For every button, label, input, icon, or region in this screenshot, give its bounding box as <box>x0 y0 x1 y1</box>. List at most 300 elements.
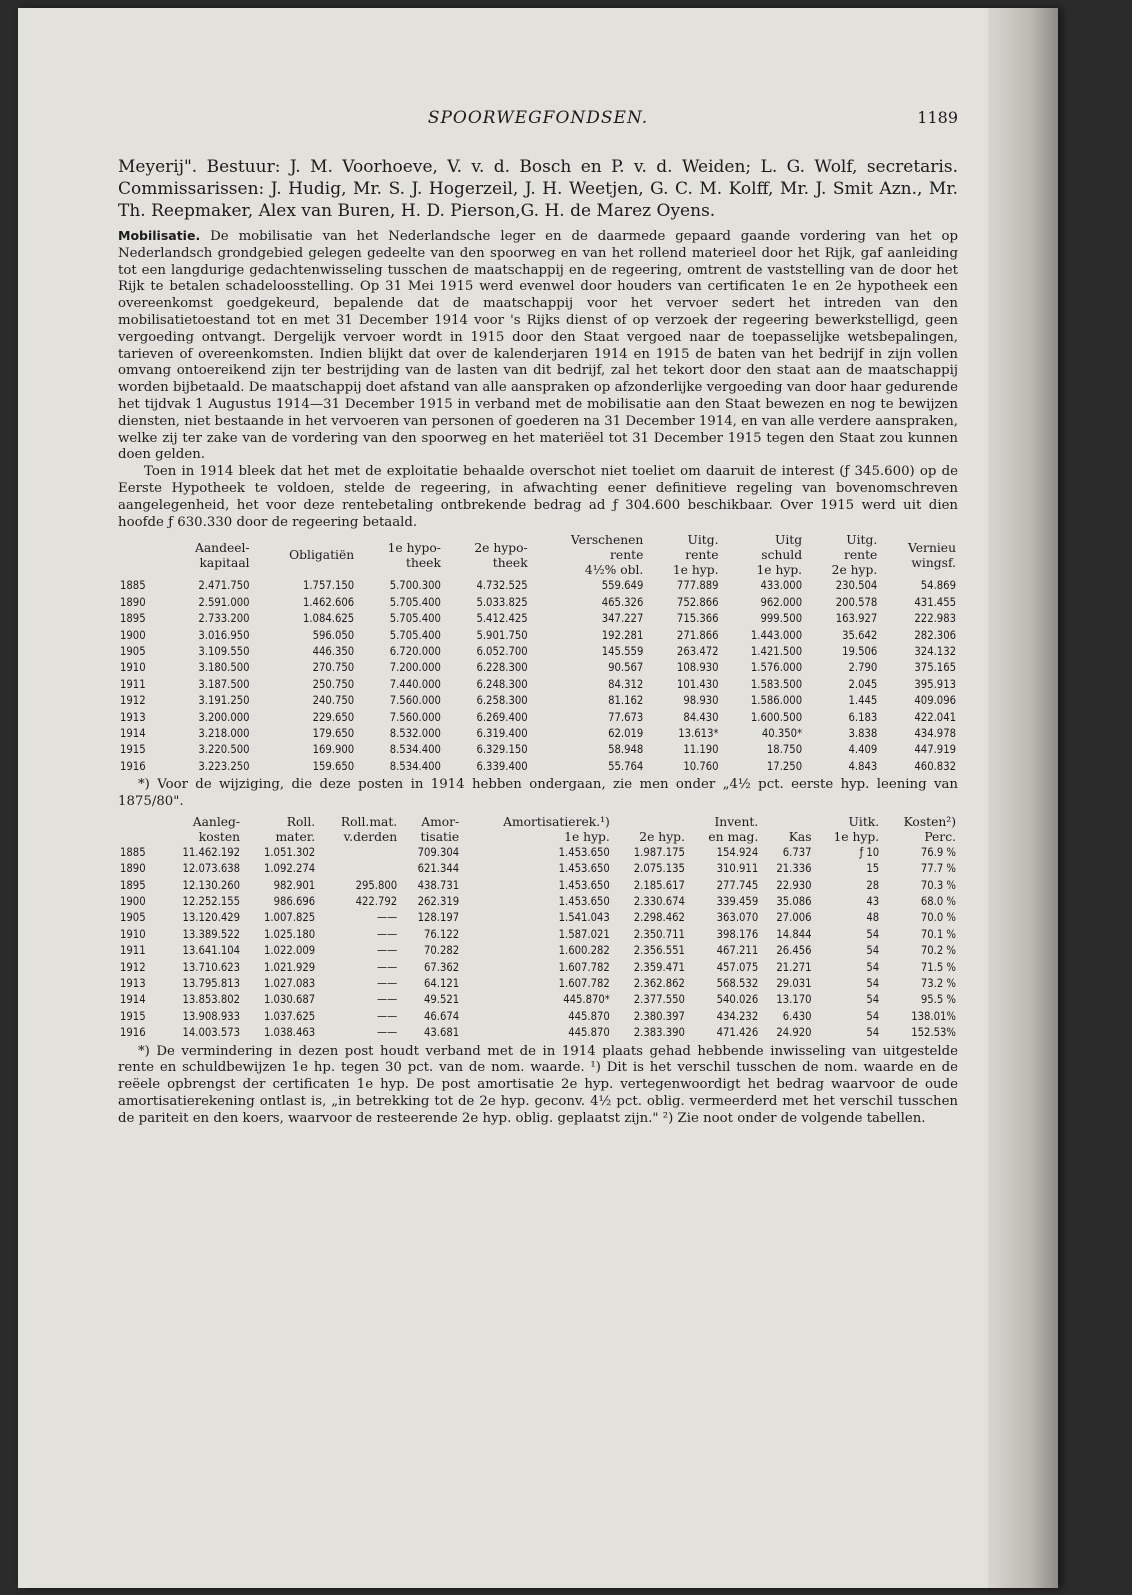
table-cell: 12.252.155 <box>182 895 241 909</box>
table-cell: 27.006 <box>776 911 812 925</box>
table-cell: —— <box>377 911 398 925</box>
table-cell: 71.5 % <box>920 960 956 974</box>
table-cell: 422.041 <box>914 710 956 724</box>
table-cell: 375.165 <box>914 661 956 675</box>
table-cell: 1.757.150 <box>302 579 355 593</box>
table-cell: —— <box>377 944 398 958</box>
table-cell: 2.350.711 <box>633 927 685 941</box>
table-cell: 5.700.300 <box>389 579 441 593</box>
table-cell: 70.282 <box>423 944 460 958</box>
column-header: Verschenen rente 4½% obl. <box>570 533 644 578</box>
table-cell: 1.600.500 <box>750 710 803 724</box>
table-cell: 17.250 <box>766 759 803 773</box>
column-header: Vernieu wingsf. <box>908 540 956 570</box>
table-row <box>118 759 958 775</box>
table-cell: 154.924 <box>716 845 759 859</box>
table-cell: 282.306 <box>914 628 956 642</box>
table-cell: 14.844 <box>776 927 812 941</box>
table-cell: 1.037.625 <box>263 1009 316 1023</box>
table-cell: 2.330.674 <box>633 895 685 909</box>
table-header-row <box>118 533 958 578</box>
table-cell: 152.53% <box>911 1026 956 1040</box>
table-cell: 250.750 <box>312 677 355 691</box>
column-header <box>118 815 158 845</box>
table-cell: 84.430 <box>683 710 719 724</box>
table-cell: 13.641.104 <box>182 944 241 958</box>
table-cell: 438.731 <box>417 878 460 892</box>
table-row <box>118 660 958 676</box>
table-cell: 13.120.429 <box>182 911 241 925</box>
table-cell: 54 <box>866 1026 880 1040</box>
table-cell: 26.456 <box>776 944 812 958</box>
table-cell: 35.086 <box>776 895 812 909</box>
table-cell: 2.298.462 <box>633 911 685 925</box>
table-cell: 14.003.573 <box>182 1026 241 1040</box>
table-cell: 54.869 <box>920 579 956 593</box>
table-cell: 15 <box>866 862 880 876</box>
table-cell: 4.409 <box>848 743 878 757</box>
table-cell: 10.760 <box>683 759 719 773</box>
table-cell: 2.790 <box>848 661 878 675</box>
table-cell: 3.223.250 <box>198 759 250 773</box>
table-cell: 70.1 % <box>920 927 956 941</box>
year-cell: 1885 <box>120 579 146 593</box>
table-row <box>118 845 958 861</box>
column-header <box>118 533 163 578</box>
table-cell: 3.180.500 <box>198 661 250 675</box>
table-cell: 1.021.929 <box>263 960 316 974</box>
table-cell: 73.2 % <box>920 977 956 991</box>
table-cell: 2.075.135 <box>633 862 685 876</box>
table-row <box>118 726 958 742</box>
table-cell: 76.122 <box>423 927 460 941</box>
table-cell: 540.026 <box>716 993 759 1007</box>
table-cell: 77.673 <box>608 710 644 724</box>
table-cell: 777.889 <box>676 579 719 593</box>
table-cell: 4.732.525 <box>476 579 528 593</box>
table-cell: 8.534.400 <box>389 743 441 757</box>
table-cell: 3.218.000 <box>198 727 250 740</box>
table-cell: 3.187.500 <box>198 677 250 691</box>
table-cell: 295.800 <box>355 878 398 892</box>
table-cell: 6.228.300 <box>476 661 528 675</box>
table-cell: 5.705.400 <box>389 595 441 609</box>
table-row <box>118 644 958 660</box>
year-cell: 1910 <box>120 927 146 941</box>
table-cell: 715.366 <box>676 612 719 626</box>
column-header: Roll. mater. <box>275 814 316 844</box>
table-cell: 434.978 <box>914 727 956 740</box>
board-paragraph: Meyerij". Bestuur: J. M. Voorhoeve, V. v. d. Bosch en P. v. d. Weiden; L. G. Wolf, secretaris. Commissarissen: J. Hudig, Mr. S. J. Hogerzeil, J. H. Weetjen, G. C. M. Kolff, Mr. J. Smit Azn., Mr. Th. Reepmaker, Alex van Buren, H. D. Pierson,G. H. de Marez Oyens. <box>118 157 958 221</box>
column-header: Uitg. rente 1e hyp. <box>672 533 719 578</box>
table-cell: 347.227 <box>601 612 644 626</box>
table-row <box>118 742 958 758</box>
table-cell: 67.362 <box>423 960 460 974</box>
year-cell: 1915 <box>120 743 146 757</box>
table-cell: 6.269.400 <box>476 710 528 724</box>
table-cell: 596.050 <box>312 628 355 642</box>
table-cell: 159.650 <box>312 759 355 773</box>
table-cell: 1.421.500 <box>750 644 803 658</box>
table-cell: 999.500 <box>760 612 803 626</box>
table-row <box>118 1025 958 1041</box>
table-cell: 1.541.043 <box>558 911 610 925</box>
table-cell: 12.130.260 <box>182 878 241 892</box>
table-cell: 222.983 <box>914 612 956 626</box>
page-number: 1189 <box>917 108 958 127</box>
table-cell: 2.383.390 <box>633 1026 685 1040</box>
table-cell: 310.911 <box>716 862 759 876</box>
table-cell: 3.191.250 <box>198 694 250 708</box>
table-cell: 200.578 <box>835 595 878 609</box>
table-cell: 6.248.300 <box>476 677 528 691</box>
table-cell: 43.681 <box>423 1026 460 1040</box>
column-header: Uitk. 1e hyp. <box>833 814 880 844</box>
page-content <box>118 108 958 1132</box>
column-header: 2e hyp. <box>639 829 685 844</box>
table-row <box>118 861 958 877</box>
table-cell: 1.445 <box>848 694 878 708</box>
column-header: Roll.mat. v.derden <box>340 814 398 844</box>
table-cell: 40.350* <box>761 727 803 740</box>
table-cell: 2.377.550 <box>633 993 685 1007</box>
table-row <box>118 628 958 644</box>
table-cell: 277.745 <box>716 878 759 892</box>
table-cell: 6.339.400 <box>476 759 528 773</box>
table-cell: 1.453.650 <box>558 895 610 909</box>
table-row <box>118 578 958 594</box>
table-cell: 5.412.425 <box>476 612 528 626</box>
table-cell: 1.038.463 <box>263 1026 316 1040</box>
column-header: Obligatiën <box>289 548 355 563</box>
table-cell: 24.920 <box>776 1026 812 1040</box>
table-cell: 35.642 <box>842 628 878 642</box>
table-cell: 445.870* <box>563 993 610 1007</box>
column-header: Aandeel- kapitaal <box>194 540 250 570</box>
table-row <box>118 677 958 693</box>
book-page <box>18 8 1058 1588</box>
table-cell: 29.031 <box>776 977 812 991</box>
table-cell: —— <box>377 993 398 1007</box>
table-cell: 229.650 <box>312 710 355 724</box>
table-cell: 471.426 <box>716 1026 759 1040</box>
table-row <box>118 611 958 627</box>
table-row <box>118 992 958 1008</box>
table-cell: 28 <box>866 878 880 892</box>
table-row <box>118 595 958 611</box>
table-cell: 1.583.500 <box>750 677 803 691</box>
year-cell: 1916 <box>120 759 146 773</box>
page-edge <box>988 8 1058 1588</box>
table-cell: 445.870 <box>568 1009 610 1023</box>
table-cell: 1.607.782 <box>558 977 610 991</box>
table-cell: 262.319 <box>417 895 460 909</box>
table-cell: 2.471.750 <box>198 579 250 593</box>
table-cell: 48 <box>866 911 880 925</box>
table-cell: 3.016.950 <box>198 628 250 642</box>
table-cell: 6.052.700 <box>476 644 528 658</box>
table-cell: 3.220.500 <box>198 743 250 757</box>
table-cell: 263.472 <box>676 644 719 658</box>
table-cell: 8.534.400 <box>389 759 441 773</box>
table-cell: 5.705.400 <box>389 612 441 626</box>
year-cell: 1900 <box>120 628 146 642</box>
table-cell: 422.792 <box>355 895 398 909</box>
table-cell: 2.185.617 <box>633 878 685 892</box>
table-cell: 13.710.623 <box>182 960 241 974</box>
table-cell: ƒ 10 <box>859 845 880 859</box>
table-cell: 18.750 <box>766 743 803 757</box>
year-cell: 1911 <box>120 677 146 691</box>
table-cell: 1.092.274 <box>263 862 316 876</box>
table-cell: 1.027.083 <box>263 977 316 991</box>
table-cell: 54 <box>866 960 880 974</box>
year-cell: 1905 <box>120 911 146 925</box>
table-cell: 84.312 <box>608 677 644 691</box>
year-cell: 1910 <box>120 661 146 675</box>
table-row <box>118 878 958 894</box>
table-cell: 431.455 <box>914 595 956 609</box>
table-cell: 446.350 <box>312 644 355 658</box>
table-cell: 398.176 <box>716 927 759 941</box>
table-cell: 1.022.009 <box>263 944 316 958</box>
year-cell: 1914 <box>120 993 146 1007</box>
table-cell: 230.504 <box>835 579 878 593</box>
table-cell: 5.705.400 <box>389 628 441 642</box>
table-row <box>118 943 958 959</box>
table-cell: 6.720.000 <box>389 644 441 658</box>
table-cell: 1.453.650 <box>558 878 610 892</box>
table-cell: 22.930 <box>776 878 812 892</box>
column-header: 2e hypo- theek <box>474 540 528 570</box>
table-header-row <box>118 815 958 845</box>
table-cell: 1.586.000 <box>750 694 803 708</box>
table-cell: 1.007.825 <box>263 911 316 925</box>
interest-paragraph: Toen in 1914 bleek dat het met de exploitatie behaalde overschot niet toeliet om daaruit de interest (ƒ 345.600) op de Eerste Hypotheek te voldoen, stelde de regeering, in afwachting eener definitieve regeling van bovenomschreven aangelegenheid, het voor deze rentebetaling ontbrekende bedrag ad ƒ 304.600 beschikbaar. Over 1915 werd uit dien hoofde ƒ 630.330 door de regeering betaald. <box>118 464 958 530</box>
column-header: Kas <box>788 829 812 844</box>
table-cell <box>317 845 399 861</box>
table-cell: 21.336 <box>776 862 812 876</box>
table-cell: 3.109.550 <box>198 644 250 658</box>
table-cell: 13.908.933 <box>182 1009 241 1023</box>
table-cell: 95.5 % <box>920 993 956 1007</box>
table-cell: 1.030.687 <box>263 993 316 1007</box>
table-cell: 1.453.650 <box>558 862 610 876</box>
table-cell: 1.576.000 <box>750 661 803 675</box>
table-cell: 49.521 <box>423 993 460 1007</box>
year-cell: 1895 <box>120 878 146 892</box>
table-cell: —— <box>377 960 398 974</box>
column-header: Uitg. rente 2e hyp. <box>831 533 878 578</box>
table-row <box>118 894 958 910</box>
table-row <box>118 910 958 926</box>
table-cell: 192.281 <box>601 628 644 642</box>
table-cell: 433.000 <box>760 579 803 593</box>
table-cell: 7.560.000 <box>389 710 441 724</box>
table-cell: 98.930 <box>683 694 719 708</box>
table-cell: 2.362.862 <box>633 977 685 991</box>
table-cell: 76.9 % <box>920 845 956 859</box>
table-cell: 568.532 <box>716 977 759 991</box>
year-cell: 1911 <box>120 944 146 958</box>
table-cell: 5.033.825 <box>476 595 528 609</box>
table-cell: 2.591.000 <box>198 595 250 609</box>
table-cell: 64.121 <box>423 977 460 991</box>
table-cell: 19.506 <box>842 644 878 658</box>
table-cell: 2.045 <box>848 677 878 691</box>
table-cell: 1.587.021 <box>558 927 610 941</box>
table-cell: 11.462.192 <box>182 845 241 859</box>
table-cell: 1.051.302 <box>263 845 316 859</box>
table-cell: 3.838 <box>848 727 878 740</box>
table-cell: 21.271 <box>776 960 812 974</box>
table-cell: 58.948 <box>608 743 644 757</box>
table-cell: 179.650 <box>312 727 355 740</box>
table-cell: 1.084.625 <box>302 612 355 626</box>
table-cell: 54 <box>866 1009 880 1023</box>
year-cell: 1913 <box>120 977 146 991</box>
mobilisatie-text: De mobilisatie van het Nederlandsche leger en de daarmede gepaard gaande vordering van het op Nederlandsch grondgebied gelegen gedeelte van den spoorweg en van het rollend materieel door het Rijk, gaf aanleiding tot een langdurige gedachtenwisseling tusschen de maatschappij en de regeering, omtrent de vaststelling van de door het Rijk te betalen schadeloosstelling. Op 31 Mei 1915 werd evenwel door houders van certificaten 1e en 2e hypotheek een overeenkomst goedgekeurd, bepalende dat de maatschappij voor het vervoer sedert het intreden van den mobilisatietoestand tot en met 31 December 1914 voor 's Rijks dienst of op verzoek der regeering bewerkstelligd, geen vergoeding ontvangt. Dergelijk vervoer wordt in 1915 door den Staat vergoed naar de toepasselijke wetsbepalingen, tarieven of overeenkomsten. Indien blijkt dat over de kalenderjaren 1914 en 1915 de baten van het bedrijf in zijn vollen omvang ontoereikend zijn ter bestrijding van de lasten van dit bedrijf, zal het tekort door den staat aan de maatschappij worden bijbetaald. De maatschappij doet afstand van alle aanspraken op afzonderlijke vergoeding van door haar gedurende het tijdvak 1 Augustus 1914—31 December 1915 in verband met de mobilisatie aan den Staat bewezen en nog te bewijzen diensten, niet bestaande in het vervoeren van personen of goederen na 31 December 1914, en van alle verdere aanspraken, welke zij ter zake van de vordering van den spoorweg en het materiëel tot 31 December 1915 tegen den Staat zou kunnen doen gelden. <box>118 229 958 463</box>
table-cell: 77.7 % <box>920 862 956 876</box>
table-cell: 13.613* <box>678 727 719 740</box>
table-cell: 4.843 <box>848 759 878 773</box>
table-cell: 363.070 <box>716 911 759 925</box>
table-cell: 54 <box>866 977 880 991</box>
table-cell: 101.430 <box>676 677 719 691</box>
year-cell: 1914 <box>120 727 146 740</box>
table-cell: 1.607.782 <box>558 960 610 974</box>
table-cell: 108.930 <box>676 661 719 675</box>
table-cell: 11.190 <box>683 743 719 757</box>
table-cell: —— <box>377 977 398 991</box>
table-row <box>118 693 958 709</box>
table-cell: 460.832 <box>914 759 956 773</box>
table-cell: 7.200.000 <box>389 661 441 675</box>
table-cell: 3.200.000 <box>198 710 250 724</box>
table-cell: 7.560.000 <box>389 694 441 708</box>
table-cell: 13.795.813 <box>182 977 241 991</box>
table-cell: 7.440.000 <box>389 677 441 691</box>
column-header: Aanleg- kosten <box>192 814 241 844</box>
table-cell: 90.567 <box>608 661 644 675</box>
table-cell: 138.01% <box>911 1009 956 1023</box>
table-cell: 6.737 <box>782 845 812 859</box>
table-cell: 6.319.400 <box>476 727 528 740</box>
table-row <box>118 960 958 976</box>
table-cell: 270.750 <box>312 661 355 675</box>
table-cell: 447.919 <box>914 743 956 757</box>
table-cell: 5.901.750 <box>476 628 528 642</box>
year-cell: 1912 <box>120 694 146 708</box>
table-cell: 559.649 <box>601 579 644 593</box>
table-cell: 271.866 <box>676 628 719 642</box>
running-head <box>118 108 958 130</box>
finance-table-1 <box>118 533 958 775</box>
table-cell: 395.913 <box>914 677 956 691</box>
table-cell: 54 <box>866 944 880 958</box>
table-cell: 46.674 <box>423 1009 460 1023</box>
year-cell: 1913 <box>120 710 146 724</box>
table-cell: 709.304 <box>417 845 460 859</box>
table-cell: 6.183 <box>848 710 878 724</box>
table-cell: 752.866 <box>676 595 719 609</box>
table-cell: 13.170 <box>776 993 812 1007</box>
table-cell: 163.927 <box>835 612 878 626</box>
year-cell: 1905 <box>120 644 146 658</box>
mobilisatie-paragraph <box>118 228 958 464</box>
column-header: 1e hypo- theek <box>387 540 441 570</box>
table-cell: 1.453.650 <box>558 845 610 859</box>
year-cell: 1885 <box>120 845 146 859</box>
year-cell: 1890 <box>120 595 146 609</box>
table-cell: 43 <box>866 895 880 909</box>
table-cell: 2.359.471 <box>633 960 685 974</box>
table-cell: 467.211 <box>716 944 759 958</box>
column-header: Invent. en mag. <box>708 814 759 844</box>
table-cell: 962.000 <box>760 595 803 609</box>
table-cell: —— <box>377 1026 398 1040</box>
table-cell: 339.459 <box>716 895 759 909</box>
table-cell: 1.987.175 <box>633 845 685 859</box>
table-cell: 6.329.150 <box>476 743 528 757</box>
table-cell: 70.3 % <box>920 878 956 892</box>
table-cell: 2.733.200 <box>198 612 250 626</box>
table-cell: 2.380.397 <box>633 1009 685 1023</box>
table-cell: 986.696 <box>273 895 316 909</box>
table-cell: 13.389.522 <box>182 927 241 941</box>
table-cell: 434.232 <box>716 1009 759 1023</box>
table-cell: 465.326 <box>601 595 644 609</box>
column-header: Uitg schuld 1e hyp. <box>756 533 803 578</box>
table-cell: 240.750 <box>312 694 355 708</box>
year-cell: 1916 <box>120 1026 146 1040</box>
table-cell: 70.0 % <box>920 911 956 925</box>
table-cell: 324.132 <box>914 644 956 658</box>
year-cell: 1890 <box>120 862 146 876</box>
table-cell: 169.900 <box>312 743 355 757</box>
table-cell: 457.075 <box>716 960 759 974</box>
table-cell: —— <box>377 1009 398 1023</box>
table-cell: 12.073.638 <box>182 862 241 876</box>
table-row <box>118 927 958 943</box>
table-cell: 621.344 <box>417 862 460 876</box>
year-cell: 1900 <box>120 895 146 909</box>
table-cell: 982.901 <box>273 878 316 892</box>
column-header: Amortisatierek.¹) 1e hyp. <box>503 814 610 844</box>
table-cell: —— <box>377 927 398 941</box>
table-row <box>118 1009 958 1025</box>
table-cell: 1.600.282 <box>558 944 610 958</box>
table-cell: 145.559 <box>601 644 644 658</box>
table-row <box>118 710 958 726</box>
table-cell <box>317 861 399 877</box>
table-cell: 8.532.000 <box>389 727 441 740</box>
table-cell: 62.019 <box>608 727 644 740</box>
column-header: Kosten²) Perc. <box>903 814 956 844</box>
table-cell: 54 <box>866 993 880 1007</box>
column-header: Amor- tisatie <box>420 814 460 844</box>
table-row <box>118 976 958 992</box>
table-cell: 445.870 <box>568 1026 610 1040</box>
finance-table-2 <box>118 815 958 1042</box>
year-cell: 1912 <box>120 960 146 974</box>
table-cell: 55.764 <box>608 759 644 773</box>
table-cell: 128.197 <box>417 911 460 925</box>
table-cell: 81.162 <box>608 694 644 708</box>
table-cell: 1.462.606 <box>302 595 355 609</box>
table-cell: 1.025.180 <box>263 927 316 941</box>
table1-footnote: *) Voor de wijziging, die deze posten in 1914 hebben ondergaan, zie men onder „4½ pct. eerste hyp. leening van 1875/80". <box>118 777 958 810</box>
